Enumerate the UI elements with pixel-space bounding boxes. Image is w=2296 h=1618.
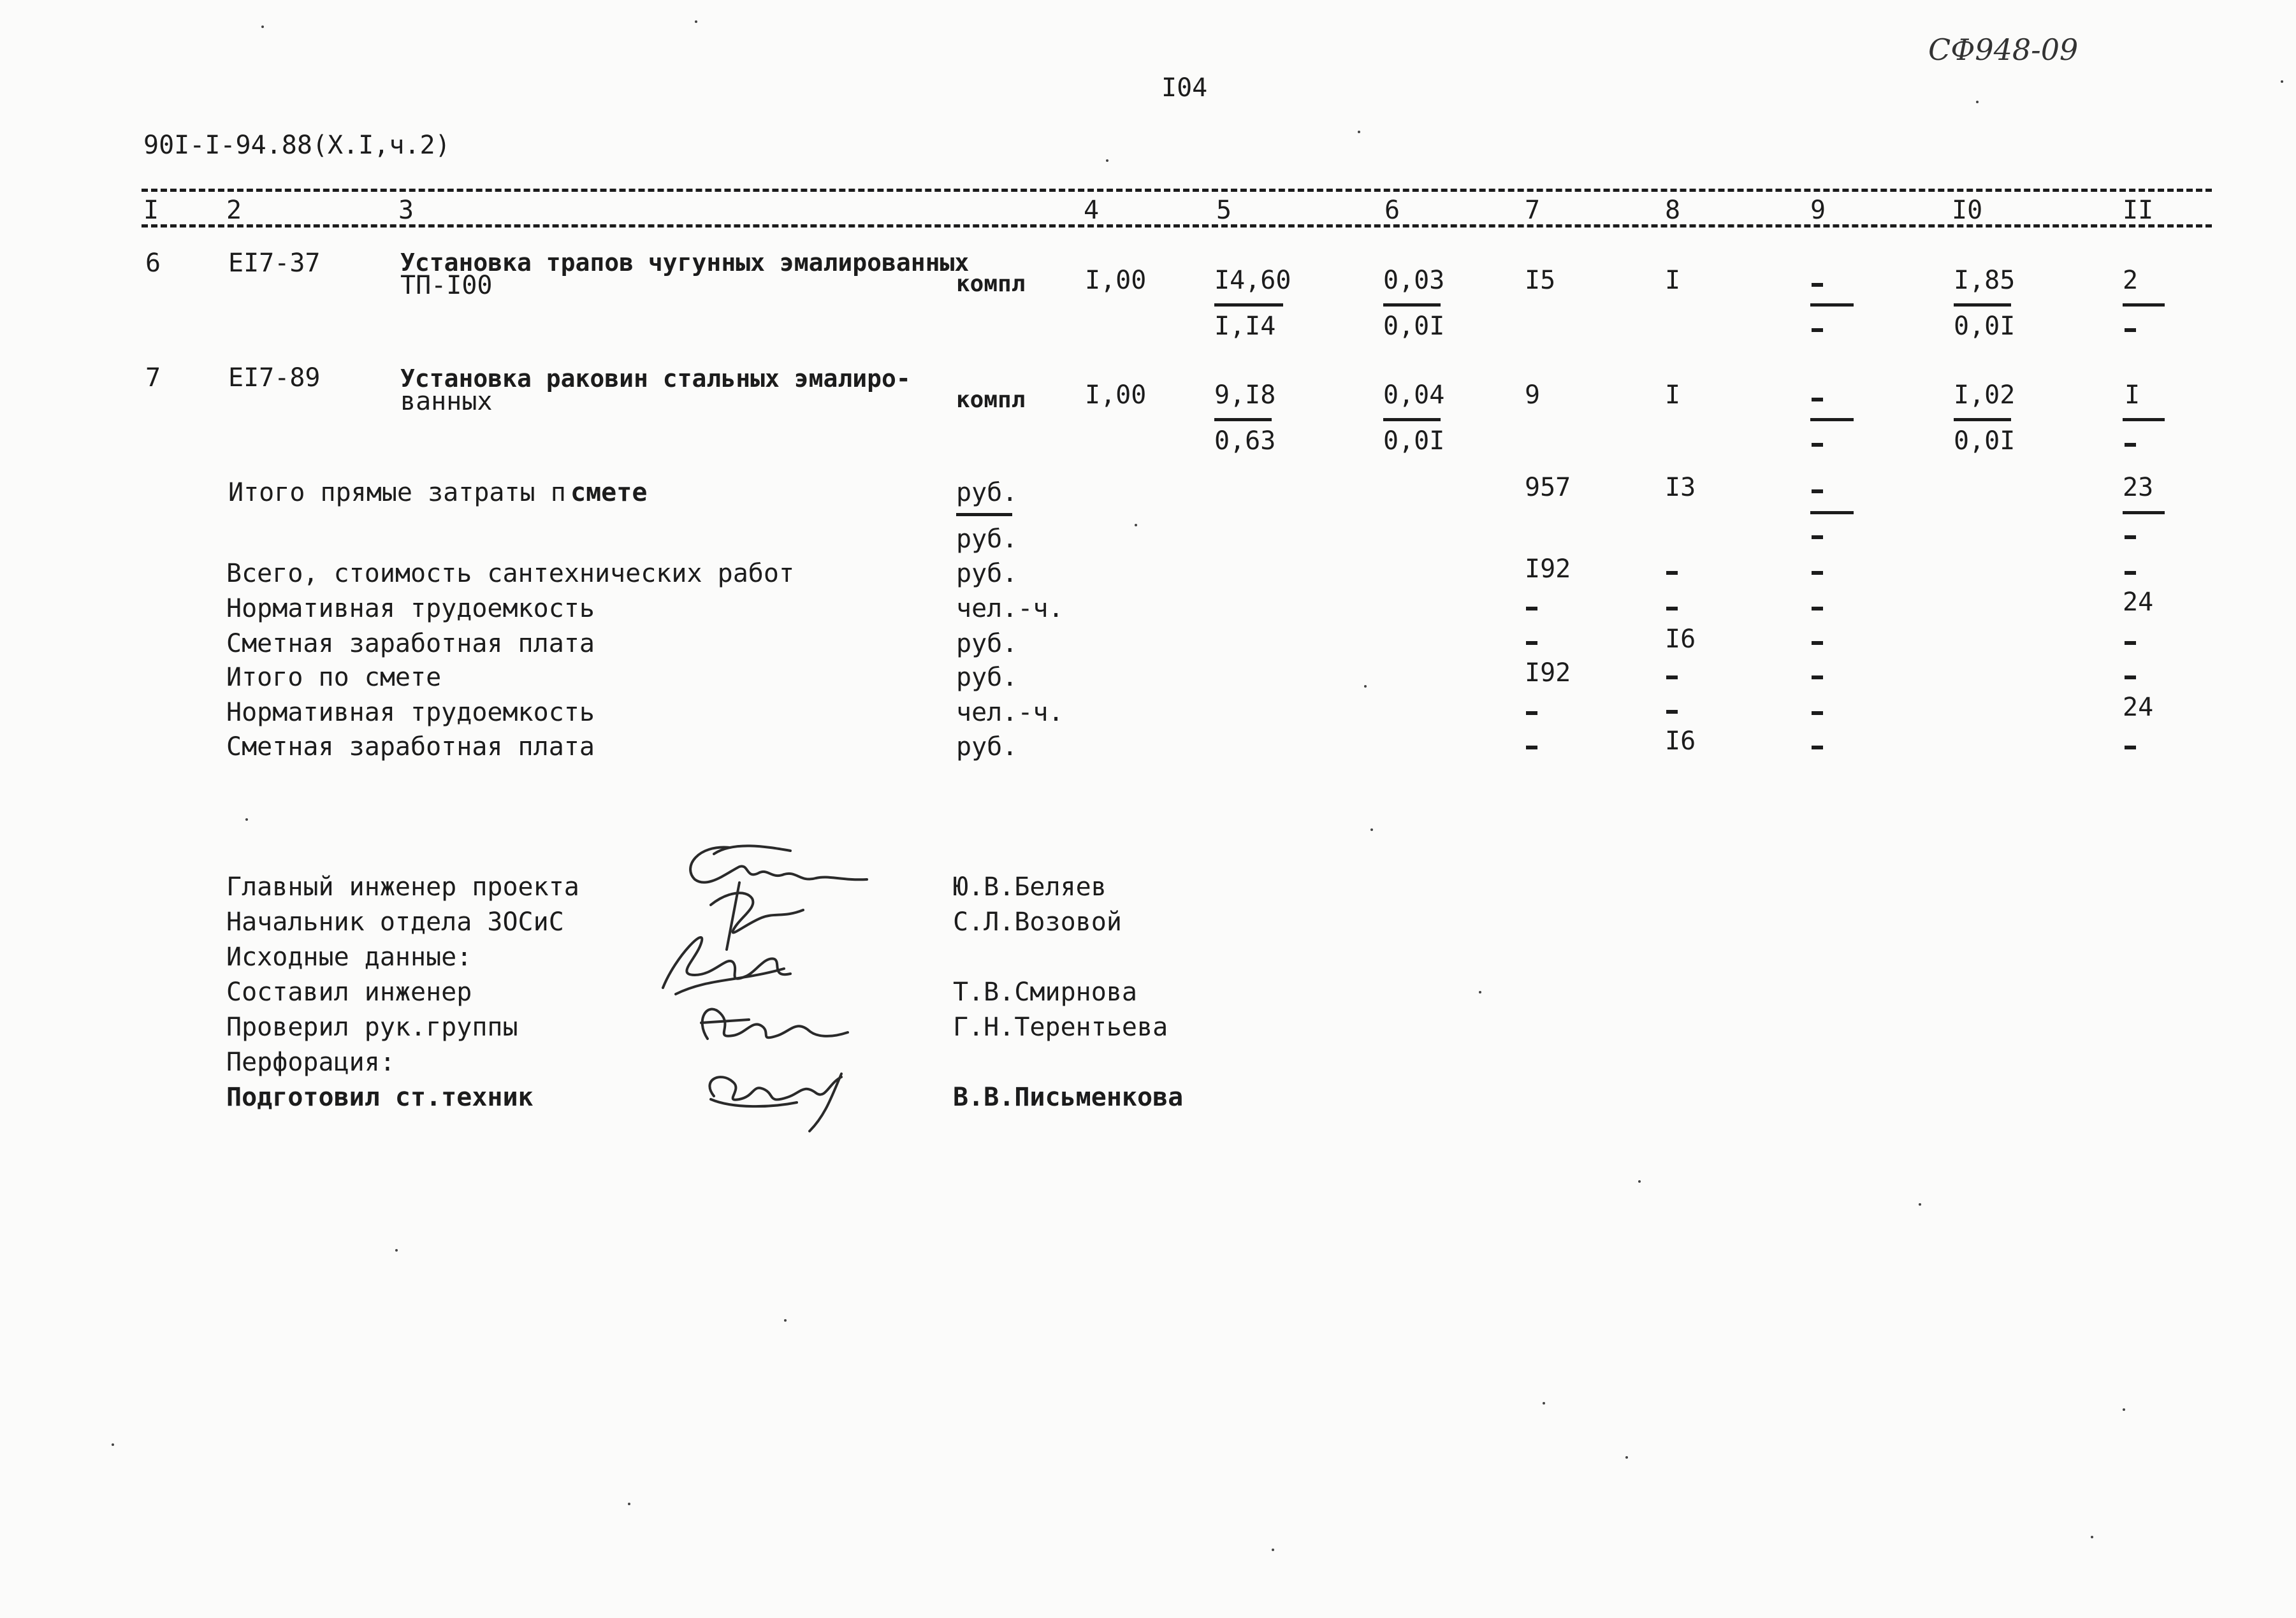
- summary-col9-dash: [1812, 607, 1823, 610]
- summary-col11-dash: [2125, 571, 2136, 575]
- summary-col8: I6: [1665, 726, 1696, 756]
- row-description: Установка трапов чугунных эмалированных: [400, 249, 970, 277]
- fraction-line: [1383, 303, 1441, 307]
- summary-col7: I92: [1525, 658, 1571, 688]
- summary-label: Всего, стоимость сантехнических работ: [226, 559, 795, 588]
- cell-5-bottom: I,I4: [1214, 312, 1276, 341]
- summary-unit: руб.: [956, 663, 1018, 692]
- cell-11-top: I: [2125, 380, 2140, 410]
- summary-col8-dash: [1666, 571, 1678, 575]
- summary-label: Сметная заработная плата: [226, 732, 595, 762]
- summary-col8-dash: [1666, 710, 1678, 714]
- signatory-role: Исходные данные:: [226, 943, 472, 972]
- signatory-name: Г.Н.Терентьева: [953, 1013, 1168, 1042]
- direct-costs-col11-bottom-dash: [2125, 535, 2136, 539]
- signatory-name: С.Л.Возовой: [953, 907, 1122, 937]
- signatory-name: Т.В.Смирнова: [953, 978, 1137, 1007]
- table-header-top-rule: [142, 189, 2212, 192]
- row-code: EI7-37: [228, 249, 321, 278]
- summary-col9-dash: [1812, 711, 1823, 715]
- handwritten-signatures: [637, 828, 943, 1134]
- summary-col11-dash: [2125, 746, 2136, 749]
- signatory-role: Перфорация:: [226, 1048, 395, 1077]
- cell-6-top: 0,04: [1383, 380, 1445, 410]
- summary-col11: 24: [2123, 693, 2154, 722]
- fraction-line: [1810, 303, 1854, 307]
- fraction-line: [2123, 418, 2165, 421]
- cell-5-top: I4,60: [1214, 266, 1291, 295]
- direct-costs-col11: 23: [2123, 473, 2154, 502]
- summary-unit: руб.: [956, 732, 1018, 762]
- cell-10-top: I,02: [1954, 380, 2016, 410]
- summary-label: Итого по смете: [226, 663, 442, 692]
- summary-unit: чел.-ч.: [956, 594, 1064, 623]
- signatory-role: Главный инженер проекта: [226, 872, 579, 902]
- summary-col8-dash: [1666, 675, 1678, 679]
- row-description-cont: ванных: [400, 387, 493, 416]
- cell-9-top-dash: [1812, 283, 1823, 287]
- summary-col11: 24: [2123, 588, 2154, 617]
- cell-7: 9: [1525, 380, 1541, 410]
- signatory-role: Подготовил ст.техник: [226, 1083, 534, 1112]
- page-number: I04: [1161, 73, 1208, 103]
- fraction-line: [1383, 418, 1441, 421]
- fraction-line: [1810, 511, 1854, 514]
- cell-10-bottom: 0,0I: [1954, 426, 2016, 456]
- direct-costs-col9-top-dash: [1812, 489, 1823, 493]
- fraction-line: [2123, 511, 2165, 514]
- summary-col7-dash: [1526, 746, 1537, 749]
- cell-10-bottom: 0,0I: [1954, 312, 2016, 341]
- row-unit: компл: [956, 271, 1026, 297]
- summary-col7: I92: [1525, 554, 1571, 584]
- summary-col11-dash: [2125, 641, 2136, 645]
- cell-7: I5: [1525, 266, 1556, 295]
- signatory-name: Ю.В.Беляев: [953, 872, 1107, 902]
- cell-5-bottom: 0,63: [1214, 426, 1276, 456]
- direct-costs-col9-bottom-dash: [1812, 535, 1823, 539]
- column-header-5: 5: [1216, 196, 1232, 225]
- signatory-role: Проверил рук.группы: [226, 1013, 518, 1042]
- column-header-6: 6: [1384, 196, 1400, 225]
- summary-col8-dash: [1666, 607, 1678, 610]
- summary-label: Сметная заработная плата: [226, 629, 595, 658]
- table-header-bottom-rule: [142, 224, 2212, 228]
- summary-col9-dash: [1812, 641, 1823, 645]
- cell-8: I: [1665, 266, 1681, 295]
- direct-costs-unit: руб.: [956, 478, 1018, 507]
- summary-col9-dash: [1812, 571, 1823, 575]
- cell-6-bottom: 0,0I: [1383, 312, 1445, 341]
- row-quantity: I,00: [1085, 380, 1147, 410]
- signatory-name: В.В.Письменкова: [953, 1083, 1184, 1112]
- cell-9-bottom-dash: [1812, 443, 1823, 447]
- cell-11-bottom-dash: [2125, 443, 2136, 447]
- summary-col7-dash: [1526, 711, 1537, 715]
- column-header-8: 8: [1665, 196, 1681, 225]
- fraction-line: [956, 513, 1012, 516]
- fraction-line: [1810, 418, 1854, 421]
- summary-unit: руб.: [956, 629, 1018, 658]
- column-header-3: 3: [398, 196, 414, 225]
- cell-8: I: [1665, 380, 1681, 410]
- column-header-7: 7: [1525, 196, 1541, 225]
- cell-11-top: 2: [2123, 266, 2139, 295]
- column-header-2: 2: [226, 196, 242, 225]
- cell-9-top-dash: [1812, 398, 1823, 401]
- row-number: 6: [145, 249, 161, 278]
- column-header-4: 4: [1084, 196, 1100, 225]
- summary-label: Нормативная трудоемкость: [226, 594, 595, 623]
- document-stamp: СФ948-09: [1928, 33, 2079, 67]
- summary-col7-dash: [1526, 641, 1537, 645]
- row-quantity: I,00: [1085, 266, 1147, 295]
- document-code: 90I-I-94.88(X.I,ч.2): [143, 131, 451, 160]
- cell-10-top: I,85: [1954, 266, 2016, 295]
- summary-col8: I6: [1665, 625, 1696, 654]
- cell-5-top: 9,I8: [1214, 380, 1276, 410]
- fraction-line: [1954, 418, 2011, 421]
- fraction-line: [2123, 303, 2165, 307]
- direct-costs-col8: I3: [1665, 473, 1696, 502]
- direct-costs-label: Итого прямые затраты п: [228, 478, 566, 507]
- summary-col7-dash: [1526, 607, 1537, 610]
- fraction-line: [1214, 418, 1272, 421]
- row-description-cont: ТП-I00: [400, 271, 493, 300]
- column-header-10: I0: [1952, 196, 1983, 225]
- cell-11-bottom-dash: [2125, 328, 2136, 332]
- summary-unit: руб.: [956, 559, 1018, 588]
- row-code: EI7-89: [228, 363, 321, 393]
- cell-9-bottom-dash: [1812, 328, 1823, 332]
- cell-6-top: 0,03: [1383, 266, 1445, 295]
- summary-label: Нормативная трудоемкость: [226, 698, 595, 727]
- row-unit: компл: [956, 387, 1026, 413]
- summary-col11-dash: [2125, 675, 2136, 679]
- summary-unit: чел.-ч.: [956, 698, 1064, 727]
- direct-costs-col7: 957: [1525, 473, 1571, 502]
- row-description: Установка раковин стальных эмалиро-: [400, 365, 911, 393]
- direct-costs-unit-2: руб.: [956, 524, 1018, 554]
- row-number: 7: [145, 363, 161, 393]
- cell-6-bottom: 0,0I: [1383, 426, 1445, 456]
- fraction-line: [1214, 303, 1283, 307]
- column-header-1: I: [143, 196, 159, 225]
- signatory-role: Начальник отдела ЗОСиС: [226, 907, 564, 937]
- summary-col9-dash: [1812, 746, 1823, 749]
- fraction-line: [1954, 303, 2011, 307]
- summary-col9-dash: [1812, 675, 1823, 679]
- column-header-9: 9: [1810, 196, 1826, 225]
- column-header-11: II: [2123, 196, 2154, 225]
- direct-costs-label-tail: смете: [570, 478, 648, 507]
- signatory-role: Составил инженер: [226, 978, 472, 1007]
